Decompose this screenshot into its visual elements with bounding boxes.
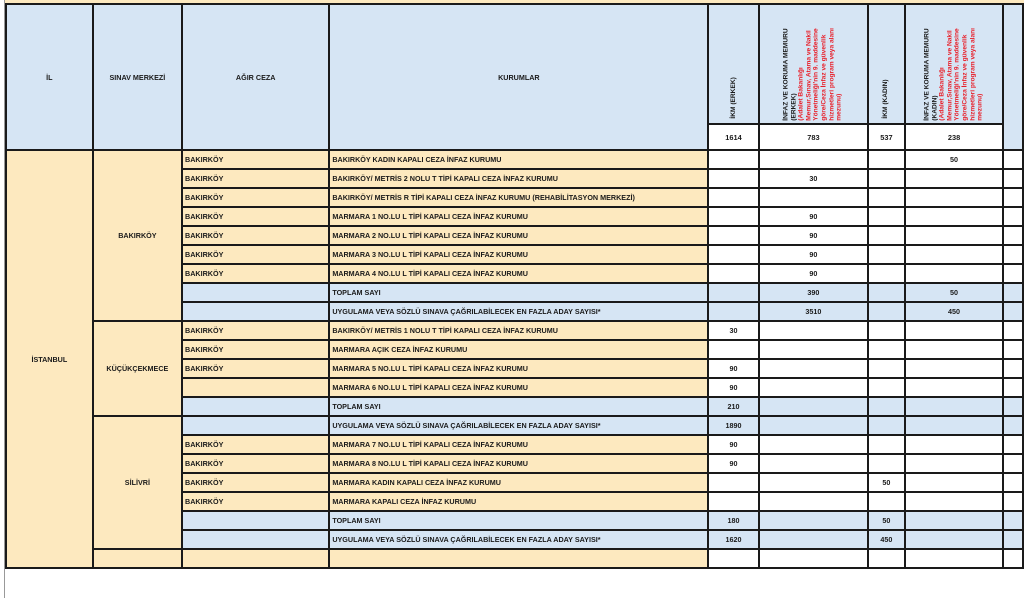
ikm-kadin-cell xyxy=(868,340,904,359)
kurum-cell: TOPLAM SAYI xyxy=(329,511,708,530)
infaz-erkek-cell xyxy=(759,511,869,530)
ikm-kadin-cell xyxy=(868,226,904,245)
ikm-kadin-cell xyxy=(868,188,904,207)
infaz-kadin-cell: 450 xyxy=(905,302,1004,321)
next-column-cell xyxy=(1003,245,1023,264)
ikm-erkek-cell xyxy=(708,473,758,492)
ikm-erkek-cell: 180 xyxy=(708,511,758,530)
kurum-cell: TOPLAM SAYI xyxy=(329,283,708,302)
infaz-kadin-cell xyxy=(905,169,1004,188)
infaz-kadin-cell xyxy=(905,207,1004,226)
ikm-kadin-cell xyxy=(868,359,904,378)
infaz-erkek-cell: 90 xyxy=(759,226,869,245)
infaz-erkek-cell: 30 xyxy=(759,169,869,188)
header-infaz-erkek-title: İNFAZ VE KORUMA MEMURU xyxy=(783,28,791,121)
agir-ceza-cell: BAKIRKÖY xyxy=(182,169,329,188)
infaz-erkek-cell: 90 xyxy=(759,245,869,264)
header-note-line: Yönetmeliği'nin 9. maddesine xyxy=(813,28,821,121)
agir-ceza-cell xyxy=(182,511,329,530)
infaz-erkek-cell xyxy=(759,435,869,454)
infaz-kadin-cell xyxy=(905,511,1004,530)
agir-ceza-cell: BAKIRKÖY xyxy=(182,359,329,378)
ikm-kadin-cell xyxy=(868,416,904,435)
ikm-kadin-cell: 50 xyxy=(868,511,904,530)
header-note-line: Memur,Sınav, Atama ve Nakil xyxy=(805,30,813,121)
summary-row xyxy=(6,416,1023,435)
ikm-kadin-cell xyxy=(868,454,904,473)
infaz-erkek-cell xyxy=(759,473,869,492)
infaz-erkek-cell xyxy=(759,150,869,169)
next-column-cell xyxy=(1003,416,1023,435)
header-ikm-erkek xyxy=(708,4,758,124)
ikm-erkek-cell xyxy=(708,492,758,511)
header-note-line: hizmetleri program veya alanı xyxy=(828,28,836,121)
agir-ceza-cell: BAKIRKÖY xyxy=(182,150,329,169)
table-row xyxy=(6,549,1023,568)
ikm-kadin-cell xyxy=(868,283,904,302)
next-column-cell xyxy=(1003,511,1023,530)
next-column-cell xyxy=(1003,492,1023,511)
infaz-erkek-cell xyxy=(759,188,869,207)
next-column-cell xyxy=(1003,473,1023,492)
ikm-kadin-cell xyxy=(868,302,904,321)
kurum-cell: MARMARA AÇIK CEZA İNFAZ KURUMU xyxy=(329,340,708,359)
infaz-erkek-cell xyxy=(759,359,869,378)
ikm-kadin-cell xyxy=(868,321,904,340)
next-column-cell xyxy=(1003,188,1023,207)
infaz-kadin-cell xyxy=(905,397,1004,416)
ikm-erkek-cell xyxy=(708,340,758,359)
empty-cell xyxy=(93,549,182,568)
ikm-erkek-cell xyxy=(708,283,758,302)
infaz-kadin-cell xyxy=(905,245,1004,264)
agir-ceza-cell xyxy=(182,397,329,416)
kurum-cell: MARMARA KADIN KAPALI CEZA İNFAZ KURUMU xyxy=(329,473,708,492)
infaz-erkek-cell xyxy=(759,454,869,473)
agir-ceza-cell: BAKIRKÖY xyxy=(182,264,329,283)
ikm-kadin-cell xyxy=(868,150,904,169)
header-note-line: (Adalet Bakanlığı xyxy=(938,67,946,121)
agir-ceza-cell: BAKIRKÖY xyxy=(182,207,329,226)
ikm-erkek-cell xyxy=(708,188,758,207)
agir-ceza-cell: BAKIRKÖY xyxy=(182,435,329,454)
kurum-cell: UYGULAMA VEYA SÖZLÜ SINAVA ÇAĞRILABİLECEK EN FAZLA ADAY SAYISI* xyxy=(329,302,708,321)
total-infaz-erkek: 783 xyxy=(759,124,869,150)
infaz-kadin-cell xyxy=(905,492,1004,511)
kurum-cell: MARMARA 5 NO.LU L TİPİ KAPALI CEZA İNFAZ KURUMU xyxy=(329,359,708,378)
header-note-line: mezunu) xyxy=(976,93,984,121)
sinav-merkezi-cell: KÜÇÜKÇEKMECE xyxy=(93,321,182,416)
agir-ceza-cell xyxy=(182,416,329,435)
header-infaz-kadin-sub: (KADIN) xyxy=(931,95,939,121)
ikm-kadin-cell xyxy=(868,397,904,416)
infaz-kadin-cell xyxy=(905,226,1004,245)
empty-cell xyxy=(708,549,758,568)
next-column-cell xyxy=(1003,454,1023,473)
next-column-cell xyxy=(1003,150,1023,169)
empty-cell xyxy=(759,549,869,568)
header-sinav-merkezi: SINAV MERKEZİ xyxy=(93,4,182,150)
header-note-line: göre/Ceza İnfaz ve güvenlik xyxy=(820,34,828,121)
table-row xyxy=(6,150,1023,169)
agir-ceza-cell: BAKIRKÖY xyxy=(182,340,329,359)
infaz-erkek-cell xyxy=(759,321,869,340)
table-row xyxy=(6,321,1023,340)
header-ikm-kadin-label: İKM (KADIN) xyxy=(882,79,890,119)
infaz-kadin-cell xyxy=(905,321,1004,340)
ikm-erkek-cell xyxy=(708,226,758,245)
next-column-cell xyxy=(1003,397,1023,416)
infaz-erkek-cell: 90 xyxy=(759,207,869,226)
ikm-kadin-cell: 50 xyxy=(868,473,904,492)
empty-cell xyxy=(868,549,904,568)
ikm-erkek-cell: 90 xyxy=(708,454,758,473)
header-infaz-erkek-sub: (ERKEK) xyxy=(790,93,798,121)
agir-ceza-cell: BAKIRKÖY xyxy=(182,226,329,245)
empty-cell xyxy=(329,549,708,568)
infaz-kadin-cell xyxy=(905,359,1004,378)
empty-cell xyxy=(905,549,1004,568)
ikm-erkek-cell xyxy=(708,245,758,264)
next-column-cell xyxy=(1003,435,1023,454)
next-column-cell xyxy=(1003,378,1023,397)
kurum-cell: BAKIRKÖY KADIN KAPALI CEZA İNFAZ KURUMU xyxy=(329,150,708,169)
header-agir-ceza: AĞIR CEZA xyxy=(182,4,329,150)
kurum-cell: BAKIRKÖY/ METRİS 1 NOLU T TİPİ KAPALI CEZA İNFAZ KURUMU xyxy=(329,321,708,340)
ikm-erkek-cell xyxy=(708,150,758,169)
next-column-cell xyxy=(1003,302,1023,321)
ikm-erkek-cell xyxy=(708,207,758,226)
header-kurumlar: KURUMLAR xyxy=(329,4,708,150)
ikm-erkek-cell: 1890 xyxy=(708,416,758,435)
header-il: İL xyxy=(6,4,93,150)
next-column-cell xyxy=(1003,264,1023,283)
infaz-erkek-cell xyxy=(759,397,869,416)
kurum-cell: UYGULAMA VEYA SÖZLÜ SINAVA ÇAĞRILABİLECEK EN FAZLA ADAY SAYISI* xyxy=(329,530,708,549)
ikm-kadin-cell xyxy=(868,435,904,454)
sinav-merkezi-cell: BAKIRKÖY xyxy=(93,150,182,321)
infaz-kadin-cell xyxy=(905,530,1004,549)
header-ikm-kadin xyxy=(868,4,904,124)
kurum-cell: MARMARA 4 NO.LU L TİPİ KAPALI CEZA İNFAZ KURUMU xyxy=(329,264,708,283)
agir-ceza-cell xyxy=(182,283,329,302)
agir-ceza-cell: BAKIRKÖY xyxy=(182,245,329,264)
agir-ceza-cell: BAKIRKÖY xyxy=(182,454,329,473)
ikm-erkek-cell: 90 xyxy=(708,435,758,454)
infaz-erkek-cell xyxy=(759,340,869,359)
ikm-kadin-cell xyxy=(868,245,904,264)
infaz-kadin-cell: 50 xyxy=(905,283,1004,302)
agir-ceza-cell xyxy=(182,378,329,397)
quota-table xyxy=(5,3,1024,569)
next-column-cell xyxy=(1003,321,1023,340)
kurum-cell: MARMARA KAPALI CEZA İNFAZ KURUMU xyxy=(329,492,708,511)
kurum-cell: UYGULAMA VEYA SÖZLÜ SINAVA ÇAĞRILABİLECEK EN FAZLA ADAY SAYISI* xyxy=(329,416,708,435)
infaz-erkek-cell: 90 xyxy=(759,264,869,283)
ikm-erkek-cell xyxy=(708,264,758,283)
header-infaz-erkek xyxy=(759,4,869,124)
header-infaz-kadin xyxy=(905,4,1004,124)
kurum-cell: MARMARA 8 NO.LU L TİPİ KAPALI CEZA İNFAZ KURUMU xyxy=(329,454,708,473)
table-body xyxy=(6,150,1023,568)
infaz-erkek-cell: 390 xyxy=(759,283,869,302)
header-ikm-erkek-label: İKM (ERKEK) xyxy=(729,77,737,119)
header-note-line: (Adalet Bakanlığı xyxy=(798,67,806,121)
agir-ceza-cell xyxy=(182,302,329,321)
ikm-kadin-cell: 450 xyxy=(868,530,904,549)
total-ikm-kadin: 537 xyxy=(868,124,904,150)
ikm-erkek-cell xyxy=(708,169,758,188)
agir-ceza-cell: BAKIRKÖY xyxy=(182,473,329,492)
infaz-kadin-cell xyxy=(905,188,1004,207)
ikm-erkek-cell: 210 xyxy=(708,397,758,416)
empty-cell xyxy=(182,549,329,568)
infaz-kadin-cell xyxy=(905,435,1004,454)
ikm-erkek-cell: 90 xyxy=(708,378,758,397)
next-column-cell xyxy=(1003,340,1023,359)
kurum-cell: MARMARA 1 NO.LU L TİPİ KAPALI CEZA İNFAZ KURUMU xyxy=(329,207,708,226)
infaz-kadin-cell xyxy=(905,264,1004,283)
empty-cell xyxy=(1003,549,1023,568)
ikm-kadin-cell xyxy=(868,207,904,226)
kurum-cell: MARMARA 3 NO.LU L TİPİ KAPALI CEZA İNFAZ KURUMU xyxy=(329,245,708,264)
infaz-kadin-cell xyxy=(905,473,1004,492)
infaz-erkek-cell: 3510 xyxy=(759,302,869,321)
agir-ceza-cell xyxy=(182,530,329,549)
next-column-cell xyxy=(1003,169,1023,188)
infaz-erkek-cell xyxy=(759,530,869,549)
header-note-line: Memur,Sınav, Atama ve Nakil xyxy=(946,30,954,121)
header-next-column xyxy=(1003,4,1023,150)
next-column-cell xyxy=(1003,207,1023,226)
total-infaz-kadin: 238 xyxy=(905,124,1004,150)
infaz-erkek-cell xyxy=(759,416,869,435)
agir-ceza-cell: BAKIRKÖY xyxy=(182,492,329,511)
ikm-erkek-cell: 30 xyxy=(708,321,758,340)
ikm-kadin-cell xyxy=(868,378,904,397)
infaz-kadin-cell xyxy=(905,416,1004,435)
infaz-erkek-cell xyxy=(759,378,869,397)
infaz-erkek-cell xyxy=(759,492,869,511)
kurum-cell: BAKIRKÖY/ METRİS R TİPİ KAPALI CEZA İNFAZ KURUMU (REHABİLİTASYON MERKEZİ) xyxy=(329,188,708,207)
total-ikm-erkek: 1614 xyxy=(708,124,758,150)
ikm-kadin-cell xyxy=(868,264,904,283)
il-cell: İSTANBUL xyxy=(6,150,93,568)
next-column-cell xyxy=(1003,283,1023,302)
kurum-cell: MARMARA 2 NO.LU L TİPİ KAPALI CEZA İNFAZ KURUMU xyxy=(329,226,708,245)
header-note-line: mezunu) xyxy=(836,93,844,121)
ikm-erkek-cell: 1620 xyxy=(708,530,758,549)
infaz-kadin-cell xyxy=(905,378,1004,397)
next-column-cell xyxy=(1003,359,1023,378)
infaz-kadin-cell xyxy=(905,340,1004,359)
ikm-erkek-cell: 90 xyxy=(708,359,758,378)
header-note-line: Yönetmeliği'nin 9. maddesine xyxy=(954,28,962,121)
next-column-cell xyxy=(1003,226,1023,245)
kurum-cell: TOPLAM SAYI xyxy=(329,397,708,416)
sinav-merkezi-cell: SİLİVRİ xyxy=(93,416,182,549)
ikm-kadin-cell xyxy=(868,169,904,188)
next-column-cell xyxy=(1003,530,1023,549)
agir-ceza-cell: BAKIRKÖY xyxy=(182,188,329,207)
agir-ceza-cell: BAKIRKÖY xyxy=(182,321,329,340)
header-note-line: hizmetleri program veya alanı xyxy=(969,28,977,121)
ikm-erkek-cell xyxy=(708,302,758,321)
kurum-cell: MARMARA 7 NO.LU L TİPİ KAPALI CEZA İNFAZ KURUMU xyxy=(329,435,708,454)
header-infaz-kadin-title: İNFAZ VE KORUMA MEMURU xyxy=(923,28,931,121)
ikm-kadin-cell xyxy=(868,492,904,511)
header-note-line: göre/Ceza İnfaz ve güvenlik xyxy=(961,34,969,121)
kurum-cell: BAKIRKÖY/ METRİS 2 NOLU T TİPİ KAPALI CEZA İNFAZ KURUMU xyxy=(329,169,708,188)
infaz-kadin-cell xyxy=(905,454,1004,473)
infaz-kadin-cell: 50 xyxy=(905,150,1004,169)
kurum-cell: MARMARA 6 NO.LU L TİPİ KAPALI CEZA İNFAZ KURUMU xyxy=(329,378,708,397)
